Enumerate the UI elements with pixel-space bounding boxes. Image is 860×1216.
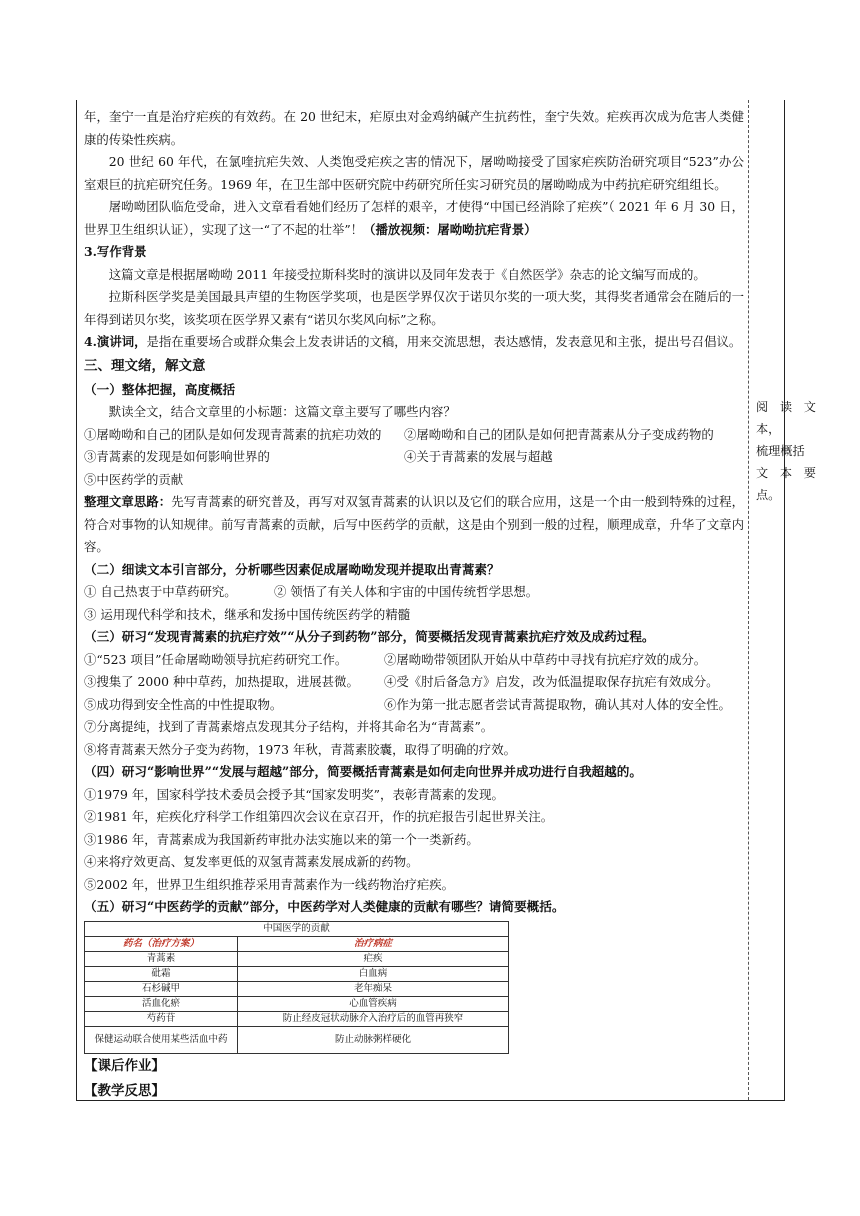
summary: [84, 491, 744, 559]
main-column: [84, 106, 744, 1104]
answer-item: ④关于青蒿素的发展与超越: [404, 449, 553, 464]
table-row: [85, 1011, 509, 1026]
answer-item: ①“523 项目”任命屠呦呦领导抗疟药研究工作。: [84, 651, 348, 667]
answer-item: ②屠呦呦带领团队开始从中草药中寻找有抗疟疗效的成分。: [384, 651, 707, 667]
contribution-table: [84, 921, 509, 1054]
answer-item: ⑥作为第一批志愿者尝试青蒿提取物，确认其对人体的安全性。: [384, 696, 731, 712]
answer-item: ⑤中医药学的贡献: [84, 471, 184, 487]
table-cell: 白血病: [238, 966, 509, 981]
answer-item: ②屠呦呦和自己的团队是如何把青蒿素从分子变成药物的: [404, 426, 714, 442]
answer-item: ① 自己热衷于中草药研究。: [84, 584, 237, 599]
answer-row: [84, 581, 744, 604]
paragraph: [84, 196, 744, 241]
answer-item: ④来将疗效更高、复发率更低的双氢青蒿素发展成新的药物。: [84, 854, 419, 869]
table-cell: 芍药苷: [85, 1011, 238, 1026]
side-note-line: 文本要点。: [756, 466, 816, 502]
answer-item: ③1986 年，青蒿素成为我国新药审批办法实施以来的第一个一类新药。: [84, 831, 479, 847]
subsection-heading: （一）整体把握，高度概括: [84, 381, 236, 397]
summary-label: 整理文章思路：: [84, 494, 172, 509]
table-row: [85, 966, 509, 981]
answer-item: ②1981 年，疟疾化疗科学工作组第四次会议在京召开，作的抗疟报告引起世界关注。: [84, 809, 554, 824]
table-cell: 老年痴呆: [238, 981, 509, 996]
paragraph: 这篇文章是根据屠呦呦 2011 年接受拉斯科奖时的演讲以及同年发表于《自然医学》杂志的论文编写而成的。: [108, 266, 706, 282]
table-row: [85, 951, 509, 966]
term-definition: 是指在重要场合或群众集会上发表讲话的文稿，用来交流思想，表达感情，发表意见和主张，提出号召倡议。: [146, 334, 742, 349]
section-heading: 三、理文绪，解文意: [84, 357, 206, 374]
table-cell: 防止动脉粥样硬化: [238, 1026, 509, 1053]
homework-heading: 【课后作业】: [84, 1057, 165, 1074]
column-divider: [748, 100, 749, 1100]
paragraph: 20 世纪 60 年代，在氯喹抗疟失效、人类饱受疟疾之害的情况下，屠呦呦接受了国家疟疾防治研究项目“523”办公室艰巨的抗疟研究任务。1969 年，在卫生部中医研究院中药研究所任实习研究员的屠呦呦成为中药抗疟研究组组长。: [84, 154, 744, 192]
answer-row: [84, 649, 744, 672]
table-row: [85, 996, 509, 1011]
term-label: 4.演讲词，: [84, 334, 147, 349]
paragraph: 拉斯科医学奖是美国最具声望的生物医学奖项，也是医学界仅次于诺贝尔奖的一项大奖，其得奖者通常会在随后的一年得到诺贝尔奖，该奖项在医学界又素有“诺贝尔奖风向标”之称。: [84, 289, 744, 327]
summary-text: 先写青蒿素的研究普及，再写对双氢青蒿素的认识以及它们的联合应用，这是一个由一般到特殊的过程，符合对事物的认知规律。前写青蒿素的贡献，后写中医药学的贡献，这是由个别到一般的过程，顺理成章，升华了文章内容。: [84, 494, 745, 554]
table-row: [85, 1026, 509, 1053]
video-note: （播放视频：屠呦呦抗疟背景）: [363, 221, 537, 237]
answer-item: ③ 运用现代科学和技术，继承和发扬中国传统医药学的精髓: [84, 606, 411, 622]
subsection-heading: （四）研习“影响世界”“发展与超越”部分，简要概括青蒿素是如何走向世界并成功进行自我超越的。: [84, 764, 642, 779]
table-cell: 砒霜: [85, 966, 238, 981]
answer-row: [84, 424, 744, 447]
answer-item: ② 领悟了有关人体和宇宙的中国传统哲学思想。: [274, 584, 539, 599]
table-row: [85, 981, 509, 996]
table-cell: 防止经皮冠状动脉介入治疗后的血管再狭窄: [238, 1011, 509, 1026]
side-note-line: 阅读文本，: [756, 400, 816, 436]
side-column: [756, 396, 816, 506]
side-note-line: 梳理概括: [756, 444, 805, 458]
table-cell: 青蒿素: [85, 951, 238, 966]
subsection-heading: （二）细读文本引言部分，分析哪些因素促成屠呦呦发现并提取出青蒿素？: [84, 561, 500, 577]
answer-item: ①屠呦呦和自己的团队是如何发现青蒿素的抗疟功效的: [84, 426, 382, 442]
answer-item: ③青蒿素的发现是如何影响世界的: [84, 449, 270, 464]
table-cell: 心血管疾病: [238, 996, 509, 1011]
table-cell: 石杉碱甲: [85, 981, 238, 996]
answer-item: ④受《肘后备急方》启发，改为低温提取保存抗疟有效成分。: [384, 674, 719, 689]
reflection-heading: 【教学反思】: [84, 1082, 165, 1099]
answer-item: ①1979 年，国家科学技术委员会授予其“国家发明奖”，表彰青蒿素的发现。: [84, 786, 504, 802]
heading-writing-background: 3.写作背景: [84, 244, 147, 259]
table-cell: 活血化瘀: [85, 996, 238, 1011]
table-title: 中国医学的贡献: [85, 921, 509, 936]
answer-item: ⑧将青蒿素天然分子变为药物，1973 年秋，青蒿素胶囊，取得了明确的疗效。: [84, 741, 516, 757]
answer-row: [84, 446, 744, 469]
table-header: 治疗病症: [238, 936, 509, 951]
paragraph-text: 屠呦呦团队临危受命，进入文章看看她们经历了怎样的艰辛，才使得“中国已经消除了疟疾”（ 2021 年 6 月 30 日，世界卫生组织认证），实现了这一“了不起的壮举”！: [84, 199, 744, 237]
subsection-heading: （五）研习“中医药学的贡献”部分，中医药学对人类健康的贡献有哪些？请简要概括。: [84, 899, 565, 914]
answer-row: [84, 694, 744, 717]
answer-item: ⑦分离提纯，找到了青蒿素熔点发现其分子结构，并将其命名为“青蒿素”。: [84, 719, 494, 734]
paragraph: [84, 331, 744, 354]
subsection-heading: （三）研习“发现青蒿素的抗疟疗效”“从分子到药物”部分，简要概括发现青蒿素抗疟疗效及成药过程。: [84, 629, 655, 644]
answer-item: ③搜集了 2000 种中草药，加热提取，进展甚微。: [84, 674, 359, 689]
answer-item: ⑤成功得到安全性高的中性提取物。: [84, 696, 283, 712]
question: 默读全文，结合文章里的小标题：这篇文章主要写了哪些内容？: [108, 404, 456, 419]
paragraph: 年，奎宁一直是治疗疟疾的有效药。在 20 世纪末，疟原虫对金鸡纳碱产生抗药性，奎宁失效。疟疾再次成为危害人类健康的传染性疾病。: [84, 109, 744, 147]
table-cell: 疟疾: [238, 951, 509, 966]
answer-item: ⑤2002 年，世界卫生组织推荐采用青蒿素作为一线药物治疗疟疾。: [84, 876, 455, 892]
answer-row: [84, 671, 744, 694]
table-cell: 保健运动联合使用某些活血中药: [85, 1026, 238, 1053]
table-header: 药名（治疗方案）: [85, 936, 238, 951]
